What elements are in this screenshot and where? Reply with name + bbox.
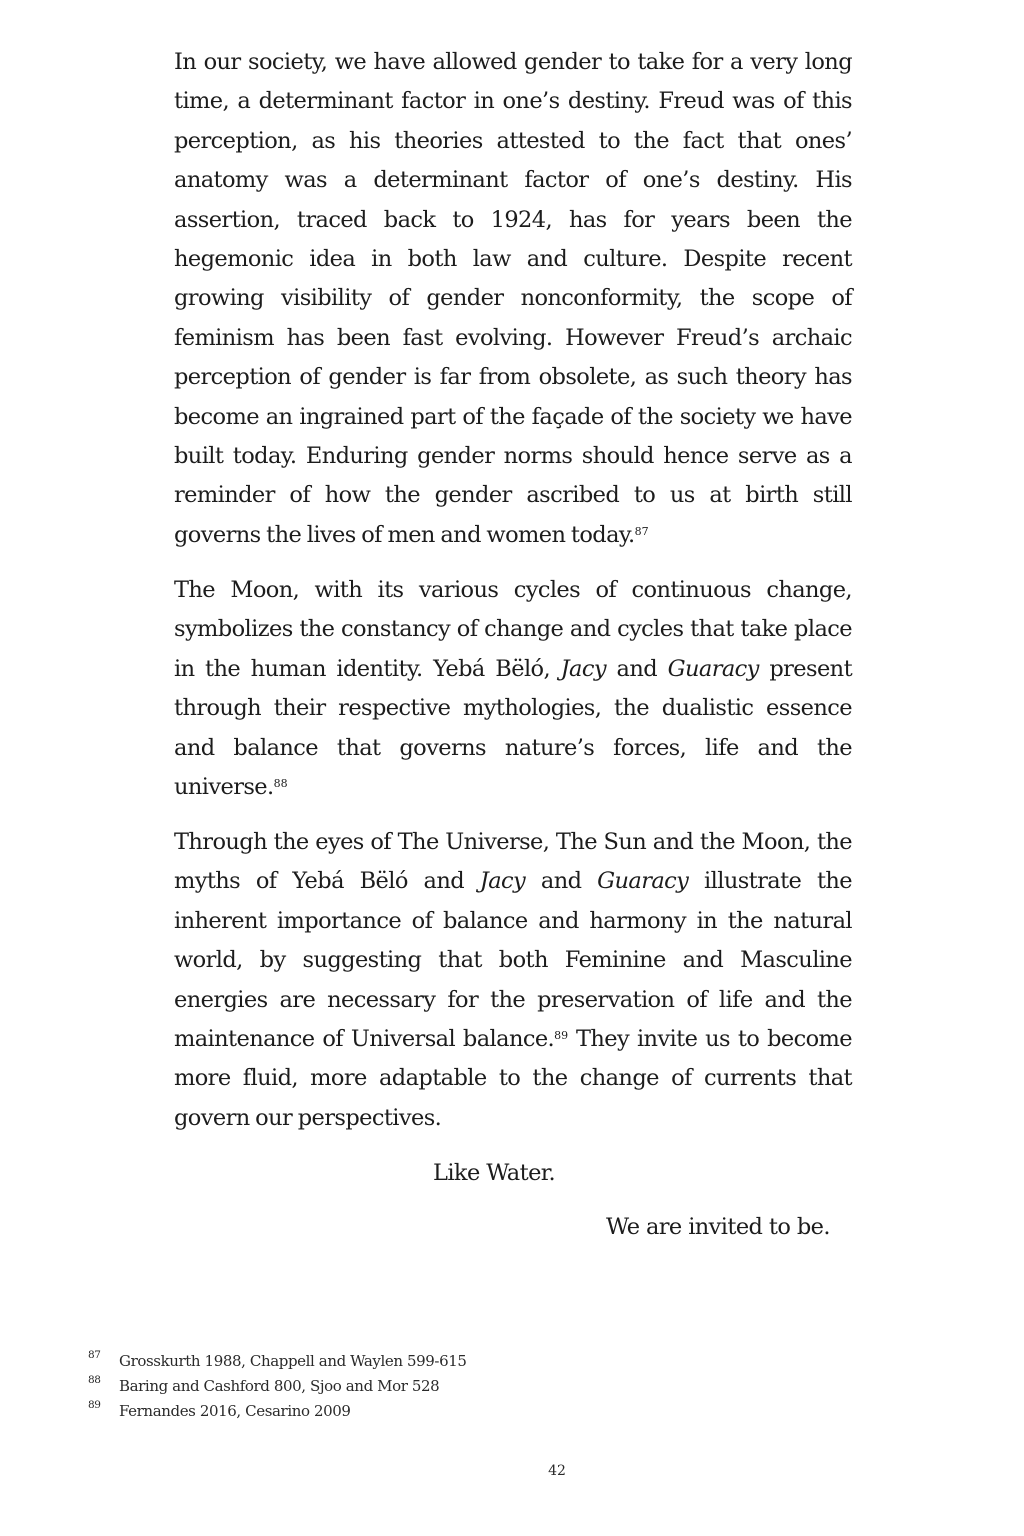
page-number: 42 — [548, 1463, 566, 1479]
italic-term-jacy: Jacy — [560, 655, 606, 682]
paragraph-text: and — [616, 655, 658, 682]
footnote-number: 87 — [88, 1349, 101, 1361]
paragraph-balance-harmony — [174, 823, 852, 1138]
italic-term-guaracy: Guaracy — [667, 655, 759, 682]
footnotes-section — [88, 1349, 788, 1424]
footnote-text: Baring and Cashford 800, Sjoo and Mor 528 — [119, 1377, 440, 1395]
paragraph-text: and — [540, 868, 582, 895]
footnote-ref-88: 88 — [273, 777, 288, 791]
footnote-ref-87: 87 — [634, 524, 649, 538]
footnote-text: Fernandes 2016, Cesarino 2009 — [119, 1402, 351, 1420]
paragraph-text: present through their respective mythologies, the dualistic essence and balance that governs nature’s forces, life and the universe. — [174, 655, 853, 801]
italic-term-guaracy: Guaracy — [597, 868, 689, 895]
paragraph-moon-cycles — [174, 571, 852, 807]
footnote-text: Grosskurth 1988, Chappell and Waylen 599-615 — [119, 1352, 467, 1370]
paragraph-gender-destiny — [174, 43, 852, 555]
paragraph-text: Through the eyes of The Universe, The Sun and the Moon, the myths of Yebá Bëló and — [174, 829, 852, 895]
italic-term-jacy: Jacy — [479, 868, 526, 895]
paragraph-text: In our society, we have allowed gender to take for a very long time, a determinant factor in one’s destiny. Freud was of this perception, as his theories attested to the fact that ones’ anatomy was a determinant factor of one’s destiny. His assertion, traced back to 1924, has for years been the hegemonic idea in both law and culture. Despite recent growing visibility of gender nonconformity, the scope of feminism has been fast evolving. However Freud’s archaic perception of gender is far from obsolete, as such theory has become an ingrained part of the façade of the society we have built today. Enduring gender norms should hence serve as a reminder of how the gender ascribed to us at birth still governs the lives of men and women today. — [174, 49, 852, 548]
paragraph-text: The Moon, with its various cycles of continuous change, symbolizes the constancy of change and cycles that take place in the human identity. Yebá Bëló, — [174, 577, 852, 682]
closing-line-invited: We are invited to be. — [606, 1214, 830, 1240]
footnote-number: 88 — [88, 1374, 101, 1386]
footnote-87 — [88, 1349, 788, 1374]
footnote-number: 89 — [88, 1399, 101, 1411]
footnote-89 — [88, 1399, 788, 1424]
paragraph-text: illustrate the inherent importance of balance and harmony in the natural world, by suggesting that both Feminine and Masculine energies are necessary for the preservation of life and the maintenance of Universal balance. — [174, 868, 852, 1053]
footnote-88 — [88, 1374, 788, 1399]
footnote-ref-89: 89 — [554, 1029, 569, 1043]
closing-line-like-water: Like Water. — [433, 1160, 556, 1186]
paragraph-text: They invite us to become more fluid, more adaptable to the change of currents that govern our perspectives. — [174, 1026, 853, 1131]
